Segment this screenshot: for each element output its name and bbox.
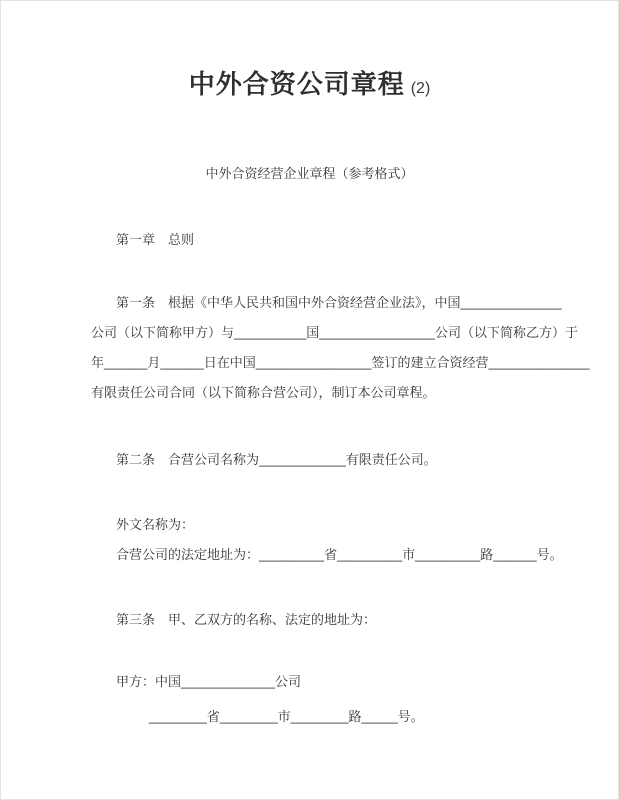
article-1-line-4: 有限责任公司合同（以下简称合营公司），制订本公司章程。: [91, 385, 436, 400]
party-a-block: [91, 667, 534, 732]
article-1-line-3: 年______月______日在中国________________签订的建立合资经营______________: [91, 355, 590, 370]
legal-address-line: 合营公司的法定地址为：_________省_________市_________路______号。: [116, 547, 563, 562]
chapter-1-heading: 第一章 总则: [116, 232, 195, 247]
document-subtitle: 中外合资经营企业章程（参考格式）: [205, 166, 414, 181]
party-a-name-line: 甲方：中国_____________公司: [116, 674, 301, 689]
article-1-line-1: 第一条 根据《中华人民共和国中外合资经营企业法》，中国______________: [116, 295, 562, 310]
document-title-text: 中外合资公司章程: [188, 69, 405, 99]
foreign-name-line: 外文名称为：: [116, 517, 195, 532]
document-body: [1, 225, 618, 732]
party-a-address-line: ________省________市________路_____号。: [149, 709, 424, 724]
document-title-number: (2): [410, 80, 431, 97]
article-2-line: 第二条 合营公司名称为____________有限责任公司。: [116, 452, 437, 467]
article-3-line: 第三条 甲、乙双方的名称、法定的地址为：: [116, 612, 377, 627]
article-1-line-2: 公司（以下简称甲方）与__________国________________公司（以下简称乙方）于: [91, 325, 578, 340]
article-1-paragraph: [91, 288, 590, 408]
document-title: [1, 67, 618, 106]
